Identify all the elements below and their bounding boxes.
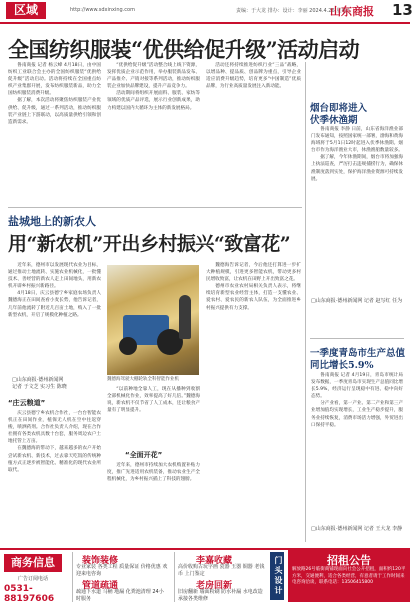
- ad-heading-pipes: 管道疏通: [82, 581, 119, 591]
- photo-caption: 魏德海驾驶大棚轮轨全科智能作业机: [107, 377, 179, 382]
- section-tag: 区域: [6, 2, 46, 19]
- ads-phone[interactable]: 0531-88197606: [4, 584, 55, 604]
- lead-column-1: 鲁南商报 记者 杨云峰 4月18日，由中国纺织工业联合会主办的全国纺织服装“优供给促升级”活动启动。活动将持续在全国重点纺织产业集群开展，发布纺织服装新品，助力全国纺织服装消费升级。 据了解，本次活动将聚焦纺织服装产业优供给、促升级，通过一系列活动，推动纺织服装产业链上下游联动，以高质量供给引领和创造新需求。: [8, 63, 101, 125]
- site-url[interactable]: http://www.sdxinxing.com: [70, 7, 135, 13]
- sidebar-column-2: 鲁南商报 记者 4月19日，青岛市统计局发布数据，一季度青岛市实现生产总值同比增长5.9%，经济运行呈现稳中有进、稳中向好态势。 分产业看，第一产业、第二产业和第三产业增加值均实现增长，工业生产稳步提升，服务业持续恢复，消费市场活力增强，外贸进出口保持平稳。: [311, 373, 403, 428]
- lead-headline: 全国纺织服装“优供给促升级”活动启动: [8, 37, 360, 62]
- sidebar-byline-1: □山东商报·德州新闻网 记者 赵写红 任为: [311, 298, 403, 304]
- feature-kicker: 盐城地上的新农人: [8, 215, 96, 228]
- ad-heading-decoration: 装饰装修: [82, 556, 119, 566]
- subheading-2: “全面开花”: [125, 451, 163, 459]
- ad-text-pipes: 疏通下水道 马桶 地漏 化粪池清理 24小时服务: [76, 589, 164, 602]
- ads-subtitle: 广告订阅电话: [17, 576, 48, 582]
- ad-text-decoration: 专业家装 各类工程 质量保证 价格优惠 欢迎来电咨询: [76, 564, 168, 577]
- sidebar-headline-2a: 一季度青岛市生产总值: [310, 348, 406, 359]
- ad-text-collect: 高价收购古玩字画 瓷器 玉器 铜器 老钱币 上门鉴定: [178, 564, 265, 577]
- feature-byline: □山东商报·德州新闻网 记者 于文芝 实习生 陈晓: [12, 377, 67, 390]
- door-design-ad: 门头设计: [270, 552, 284, 600]
- ad-heading-renovate: 老房回新: [196, 581, 233, 591]
- feature-column-1b: 庆云县德宁乡农机合作社，一台台智能农机正在田间作业，植保无人机在空中往返穿梭，喷洒药剂。合作社负责人介绍，现在合作社拥有各类农机具数十台套，服务周边农户土地托管上万亩。 在魏德海的带动下，越来越多的农户开始尝试新农机、新技术，过去靠天吃饭的传统种植方式正逐步被智能化、精准化的现代农业所取代。: [8, 411, 101, 473]
- lease-notice: [288, 550, 410, 602]
- feature-column-1: 近年来，德州市以发展现代农业为目标，通过推动土地流转、实施农业机械化，一批懂技术、善经营的新农人走上田间地头，用新农机开辟乡村振兴新路径。 4月18日，庆云县德宁乡家庭农场负责人魏德海正在田间查看小麦长势，他告诉记者，几年前他流转了附近几百亩土地，购入了一批新型农机，开启了规模化种植之路。: [8, 263, 101, 318]
- page-header: [0, 0, 413, 24]
- sidebar-column-1: 鲁南商报 李静 日前，山东省海洋渔业部门发布通知，按照国家统一部署，渤海和黄海海域将于5月1日12时起进入伏季休渔期。烟台市作为海洋渔业大市，休渔渔船数量较多。 据了解，今年休渔期间，烟台市将加强海上执法巡查，严厉打击违规捕捞行为，确保休渔制度落到实处，保护海洋渔业资源可持续发展。: [311, 127, 403, 182]
- tractor-wheel: [119, 337, 137, 355]
- feature-column-2b: 近年来，德州市持续加大农机购置补贴力度，推广先进适用农机装备，推动农业生产全程机械化，为乡村振兴插上了科技的翅膀。: [107, 463, 200, 483]
- section-divider: [8, 207, 302, 208]
- lead-column-3: 活动还将持续推进纺织行业“三品”战略，以增品种、提品质、创品牌为重点，引导企业适应消费升级趋势，培育更多“中国制造”优质品牌，为行业高质量发展注入新动能。: [206, 63, 301, 90]
- page-number: 13: [392, 1, 413, 19]
- header-meta: 责编：于大龙 排办：设计：李丽 2024.4.26 星期五: [236, 8, 352, 14]
- ads-logo: 商务信息: [4, 554, 62, 572]
- feature-column-2: “以前种地全靠人工，现在从播种到收割全部机械化作业，效率提高了好几倍。”魏德海说，新农机不仅节省了人工成本，还让粮食产量有了明显提升。: [107, 387, 200, 414]
- feature-column-3: 魏德海告诉记者，今后他还打算进一步扩大种植规模，引进更多智能农机，带动更多村民增收致富，让农机在田野上开出致富之花。 德州市农业农村局相关负责人表示，将继续培育新型农业经营主体，打造一支懂农业、爱农村、爱农民的新农人队伍，为全面推进乡村振兴提供有力支撑。: [206, 263, 301, 311]
- sidebar-headline-1b: 伏季休渔期: [310, 115, 358, 126]
- farmer-figure: [179, 295, 191, 339]
- subheading-1: “庄云粮道”: [8, 399, 46, 407]
- ad-text-renovate: 旧房翻新 墙面粉刷 防水补漏 水电改造 承接各类维修: [178, 589, 263, 602]
- lease-notice-body: 解放路26号临街商铺现面向社会公开招租，面积约120平方米，交通便利，适合各类经营，有意者请于工作时间来电咨询洽谈，联系电话：13506415800: [292, 567, 406, 585]
- lease-notice-title: 招租公告: [327, 554, 371, 567]
- sidebar-divider: [310, 338, 404, 339]
- sidebar-headline-1a: 烟台即将进入: [310, 103, 368, 114]
- lead-column-2: “优供给促升级”活动整合线上线下资源，发挥优质企业示范作用，举办服装新品发布、产品推介、产销对接等系列活动，推动纺织服装企业加快品牌建设，提升产品竞争力。 活动期间将组织开展面料、服装、家纺等领域的优质产品评选，展示行业创新成果，助力构建以国内大循环为主体的新发展格局。: [107, 63, 200, 111]
- feature-photo: [107, 265, 199, 375]
- sidebar-byline-2: □山东商报·德州新闻网 记者 王大龙 李静: [311, 526, 403, 532]
- column-divider: [305, 62, 306, 542]
- sidebar-headline-2b: 同比增长5.9%: [310, 360, 374, 371]
- ad-heading-collect: 李嘉收藏: [196, 556, 233, 566]
- newspaper-brand: 山东商报: [330, 5, 374, 18]
- feature-headline: 用“新农机”开出乡村振兴“致富花”: [8, 233, 291, 255]
